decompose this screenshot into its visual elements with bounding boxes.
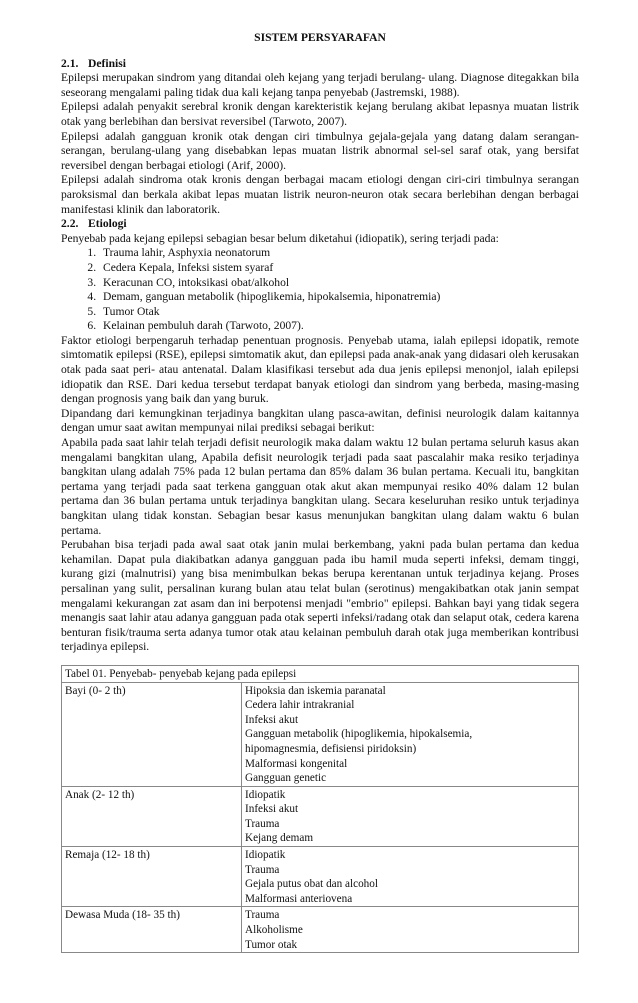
paragraph: Apabila pada saat lahir telah terjadi defisit neurologik maka dalam waktu 12 bulan pertama seluruh kasus akan mengalami bangkitan ulang, Apabila defisit neurologik terjadi pada saat pascalahir maka resiko terjadinya bangkitan ulang adalah 75% pada 12 bulan pertama dan 85% dalam 36 bulan pertama. Kecuali itu, bangkitan pertama yang terjadi pada saat terkena gangguan otak akut akan mempunyai resiko 40% dalam 12 bulan pertama dan 36 bulan pertama untuk terjadinya bangkitan ulang. Secara keseluruhan resiko untuk terjadinya bangkitan ulang tidak konstan. Sebagian besar kasus menunjukan bangkitan ulang dalam waktu 6 bulan pertama. <box>61 436 579 537</box>
table-caption: Tabel 01. Penyebab- penyebab kejang pada epilepsi <box>62 665 579 682</box>
cause-item: Cedera lahir intrakranial <box>245 699 355 712</box>
cause-item: Gangguan metabolik (hipoglikemia, hipokalsemia, <box>245 728 473 741</box>
list-item: 6. Kelainan pembuluh darah (Tarwoto, 2007). <box>99 319 579 334</box>
list-item: 1. Trauma lahir, Asphyxia neonatorum <box>99 246 579 261</box>
cause-item: Gejala putus obat dan alcohol <box>245 878 378 891</box>
section-number: 2.1. <box>61 56 79 70</box>
cause-item: Tumor otak <box>245 938 298 951</box>
table-caption-row <box>62 665 579 682</box>
paragraph: Penyebab pada kejang epilepsi sebagian besar belum diketahui (idiopatik), sering terjadi pada: <box>61 231 499 245</box>
causes-cell <box>242 847 579 907</box>
paragraph: Faktor etiologi berpengaruh terhadap penentuan prognosis. Penyebab utama, ialah epilepsi idopatik, remote simtomatik epilepsi (RSE), epilepsi simtomatik akut, dan epilepsi pada anak-anak yang didasari oleh kerusakan otak pada saat peri- atau antenatal. Dalam klasifikasi tersebut ada dua jenis epilepsi menonjol, ialah epilepsi idiopatik dan RSE. Dari kedua tersebut terdapat banyak etiologi dan sindrom yang berbeda, masing-masing dengan prognosis yang baik dan yang buruk. <box>61 333 579 406</box>
causes-cell <box>242 907 579 953</box>
list-item: 4. Demam, ganguan metabolik (hipoglikemia, hipokalsemia, hiponatremia) <box>99 290 579 305</box>
cause-item: Kejang demam <box>245 832 314 845</box>
age-cell: Anak (2- 12 th) <box>62 786 242 846</box>
section-heading-etiologi <box>61 217 579 232</box>
cause-item: hipomagnesmia, defisiensi piridoksin) <box>245 742 417 755</box>
causes-cell <box>242 786 579 846</box>
paragraph: Epilepsi adalah sindroma otak kronis dengan berbagai macam etiologi dengan ciri-ciri timbulnya serangan paroksismal dan berkala akibat lepas muatan listrik neuron-neuron otak secara berlebihan dengan berbagai manifestasi klinik dan laboratorik. <box>61 173 579 216</box>
causes-cell <box>242 682 579 786</box>
cause-item: Idiopatik <box>245 849 286 862</box>
paragraph: Perubahan bisa terjadi pada awal saat otak janin mulai berkembang, yakni pada bulan pertama dan kedua kehamilan. Dapat pula diakibatkan adanya gangguan pada ibu hamil muda seperti infeksi, demam tinggi, kurang gizi (malnutrisi) yang bisa menimbulkan bekas berupa kerentanan untuk terjadinya kejang. Proses persalinan yang sulit, persalinan kurang bulan atau telat bulan (serotinus) mengakibatkan otak janin sempat mengalami kekurangan zat asam dan ini berpotensi menjadi "embrio" epilepsi. Bahkan bayi yang tidak segera menangis saat lahir atau adanya gangguan pada otak seperti infeksi/radang otak dan selaput otak, cedera karena benturan fisik/trauma serta adanya tumor otak atau kelainan pembuluh darah otak juga memberikan kontribusi terjadinya epilepsi. <box>61 538 579 654</box>
document-page <box>61 31 579 953</box>
cause-item: Trauma <box>245 909 280 922</box>
table-row <box>62 847 579 907</box>
cause-item: Idiopatik <box>245 788 286 801</box>
section-number: 2.2. <box>61 217 79 231</box>
list-item: 2. Cedera Kepala, Infeksi sistem syaraf <box>99 261 579 276</box>
age-cell: Remaja (12- 18 th) <box>62 847 242 907</box>
table-row <box>62 682 579 786</box>
causes-table <box>61 665 579 953</box>
section-title: Etiologi <box>88 217 127 231</box>
table-row <box>62 786 579 846</box>
cause-item: Infeksi akut <box>245 713 299 726</box>
cause-item: Gangguan genetic <box>245 772 327 785</box>
paragraph: Epilepsi adalah penyakit serebral kronik dengan karekteristik kejang berulang akibat lepasnya muatan listrik otak yang berlebihan dan bersivat reversibel (Tarwoto, 2007). <box>61 100 579 128</box>
age-cell: Bayi (0- 2 th) <box>62 682 242 786</box>
cause-item: Trauma <box>245 817 280 830</box>
section-title: Definisi <box>88 56 127 70</box>
list-item: 3. Keracunan CO, intoksikasi obat/alkohol <box>99 276 579 291</box>
cause-item: Alkoholisme <box>245 924 303 937</box>
section-heading-definisi <box>61 57 579 72</box>
paragraph: Dipandang dari kemungkinan terjadinya bangkitan ulang pasca-awitan, definisi neurologik dalam kaitannya dengan umur saat awitan mempunyai nilai prediksi sebagai berikut: <box>61 406 579 435</box>
paragraph: Epilepsi merupakan sindrom yang ditandai oleh kejang yang terjadi berulang- ulang. Diagnose ditegakkan bila seseorang mengalami paling tidak dua kali kejang tanpa penyebab (Jastremski, 1988). <box>61 71 579 99</box>
cause-item: Malformasi anteriovena <box>245 892 353 905</box>
document-title: SISTEM PERSYARAFAN <box>254 31 386 44</box>
cause-item: Hipoksia dan iskemia paranatal <box>245 684 386 697</box>
age-cell: Dewasa Muda (18- 35 th) <box>62 907 242 953</box>
cause-item: Malformasi kongenital <box>245 757 348 770</box>
list-item: 5. Tumor Otak <box>99 305 579 320</box>
paragraph: Epilepsi adalah gangguan kronik otak dengan ciri timbulnya gejala-gejala yang datang dalam serangan-serangan, berulang-ulang yang disebabkan lepas muatan listrik abnormal sel-sel saraf otak, yang bersifat reversibel dengan berbagai etiologi (Arif, 2000). <box>61 129 579 172</box>
cause-item: Infeksi akut <box>245 803 299 816</box>
table-row <box>62 907 579 953</box>
cause-item: Trauma <box>245 863 280 876</box>
etiology-list <box>61 246 579 334</box>
